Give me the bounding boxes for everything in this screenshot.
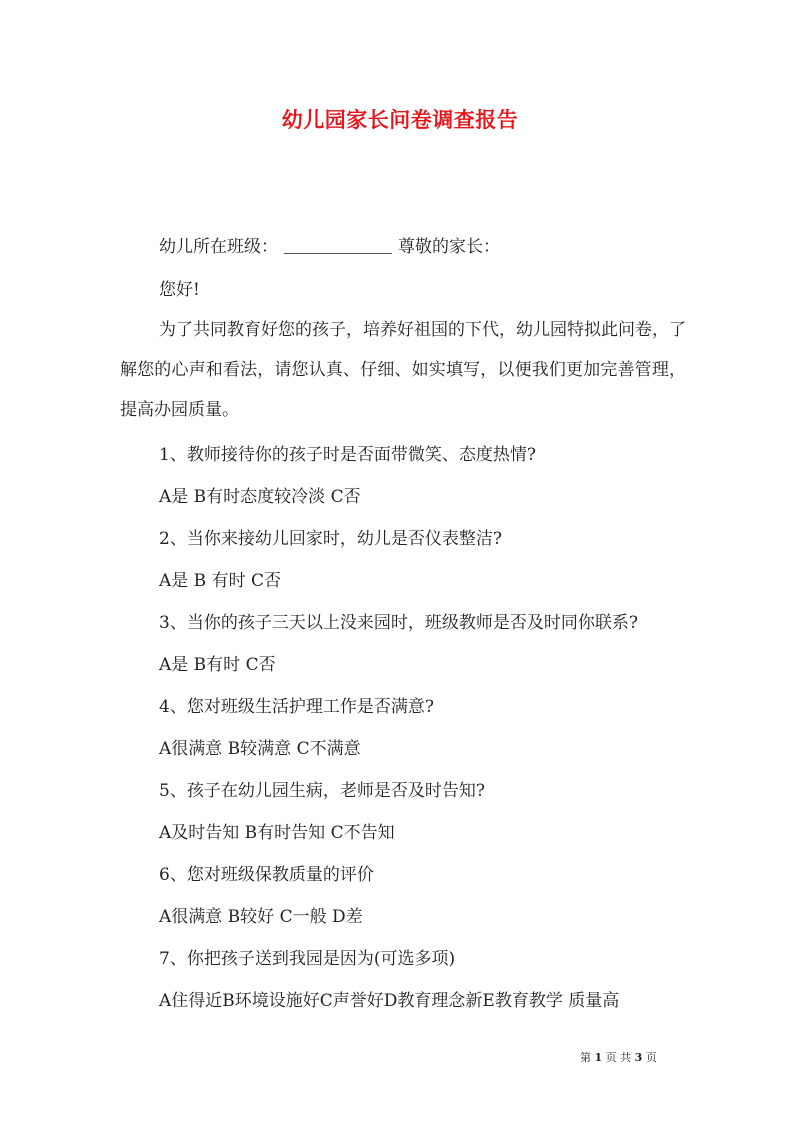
question-2: 2、当你来接幼儿回家时，幼儿是否仪表整洁? <box>159 529 502 549</box>
page-footer <box>580 1049 657 1065</box>
options-1: A是 B有时态度较冷淡 C否 <box>159 487 361 507</box>
footer-total-pages: 3 <box>634 1051 643 1064</box>
hello-text: 您好! <box>159 280 200 300</box>
footer-middle: 页 共 <box>605 1051 632 1064</box>
question-6: 6、您对班级保教质量的评价 <box>159 865 374 885</box>
greeting-to: 尊敬的家长： <box>398 237 500 257</box>
question-5: 5、孩子在幼儿园生病，老师是否及时告知? <box>159 781 485 801</box>
footer-page-number: 1 <box>594 1051 603 1064</box>
options-2: A是 B 有时 C否 <box>159 571 281 591</box>
footer-suffix: 页 <box>645 1051 657 1064</box>
footer-prefix: 第 <box>580 1051 591 1064</box>
options-6: A很满意 B较好 C一般 D差 <box>159 907 363 927</box>
question-7: 7、你把孩子送到我园是因为(可选多项) <box>159 949 456 969</box>
options-7: A住得近B环境设施好C声誉好D教育理念新E教育教学 质量高 <box>159 991 620 1011</box>
question-3: 3、当你的孩子三天以上没来园时，班级教师是否及时同你联系? <box>159 613 638 633</box>
class-line <box>159 232 500 257</box>
options-4: A很满意 B较满意 C不满意 <box>159 739 361 759</box>
question-4: 4、您对班级生活护理工作是否满意? <box>159 697 434 717</box>
document-title: 幼儿园家长问卷调查报告 <box>281 107 519 132</box>
class-label: 幼儿所在班级： <box>159 237 278 257</box>
options-5: A及时告知 B有时告知 C不告知 <box>159 823 395 843</box>
intro-paragraph: 为了共同教育好您的孩子，培养好祖国的下代，幼儿园特拟此问卷，了解您的心声和看法，请您认真、仔细、如实填写，以便我们更加完善管理，提高办园质量。 <box>120 320 686 420</box>
question-1: 1、教师接待你的孩子时是否面带微笑、态度热情? <box>159 445 536 465</box>
class-blank[interactable] <box>284 253 392 254</box>
options-3: A是 B有时 C否 <box>159 655 276 675</box>
